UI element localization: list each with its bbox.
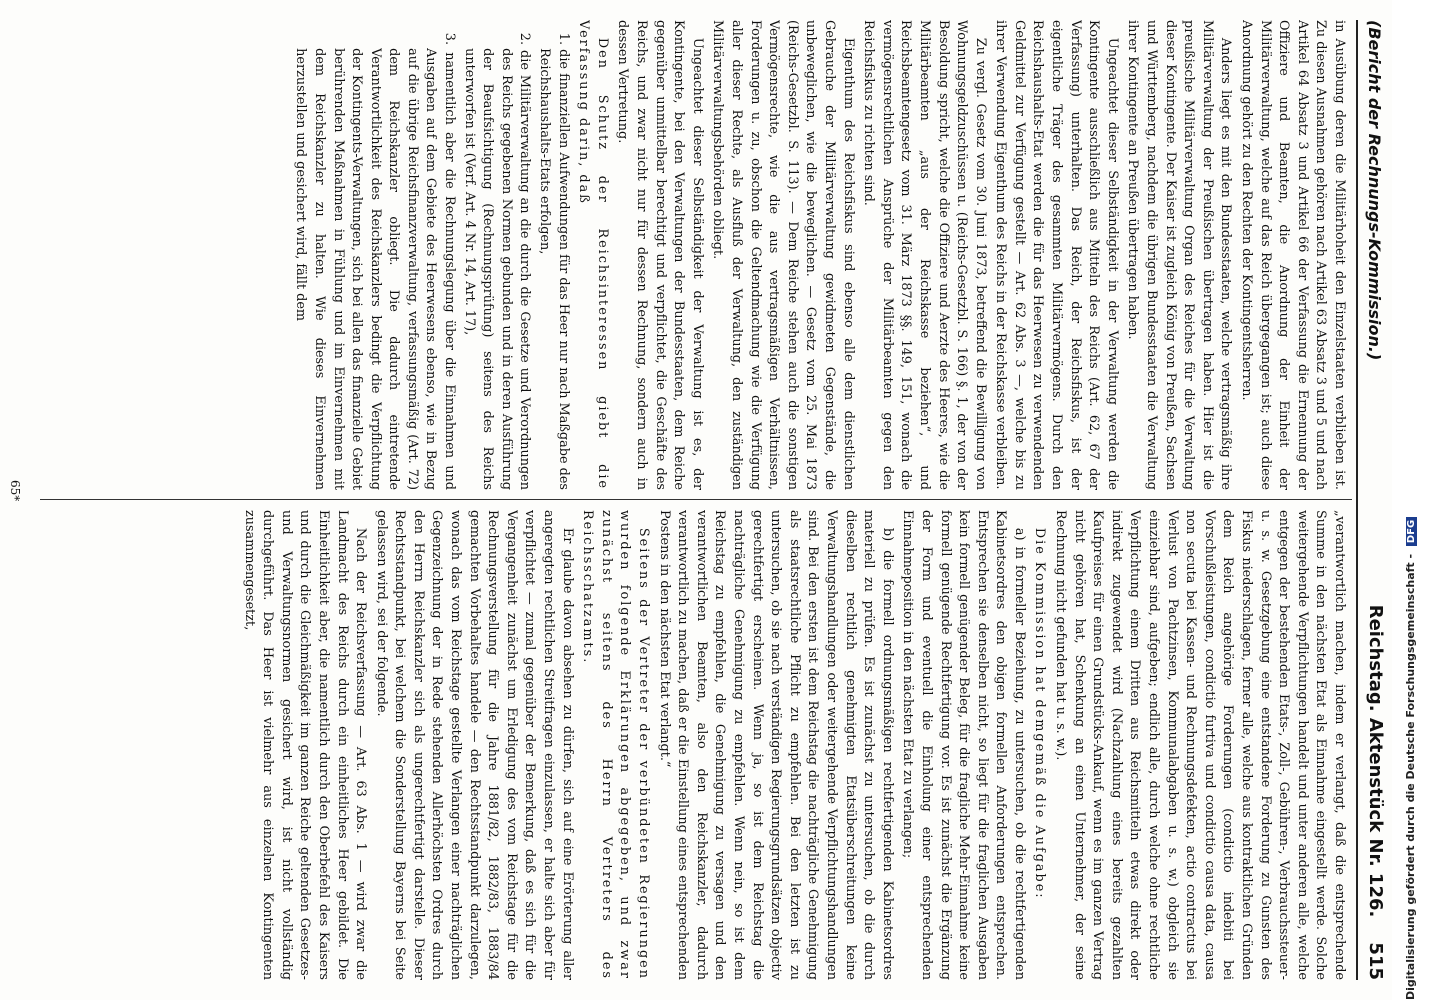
list-item: 3. namentlich aber die Rechnungslegung über die Einnahmen und Ausgaben auf dem Gebiete des Heerwesens ebenso, wie in Bezug auf die übrige Reichsfinanzverwaltung, verfassungsmäßig (Art. 72) dem Reichskanzler obliegt. Die dadurch eintretende Verantwortlichkeit des Reichskanzlers bedingt die Verpflichtung der Kontingents-Verwaltungen, sich bei allen das finanzielle Gebiet berührenden Maßnahmen in Fühlung und im Einvernehmen mit dem Reichskanzler zu halten. Wie dieses Einvernehmen herzustellen und gesichert wird, fällt dem <box>293 32 458 490</box>
header-right <box>1365 605 1386 980</box>
paragraph: a) in formeller Beziehung, zu untersuchen, ob die rechtfertigenden Kabinetsordres den obigen formellen Anforderungen entsprechen. Entsprechen sie denselben nicht, so liegt für die fraglichen Ausgaben kein formell genügender Beleg, für die fragliche Mehr-Einnahme keine formell genügende Rechtfertigung vor. Es ist zunächst die Ergänzung der Form und eventuell die Einholung einer entsprechenden Einnahmeposition in den nächsten Etat zu verlangen; <box>900 510 1027 980</box>
digitization-credit <box>1404 0 1424 1000</box>
list-item: 1. die finanziellen Aufwendungen für das Heer nur nach Maßgabe des Reichshaushalts-Etats erfolgen, <box>537 32 571 490</box>
paragraph: Zu vergl. Gesetz vom 30. Juni 1873, betreffend die Bewilligung von Wohnungsgeldzuschüssen u. (Reichs-Gesetzbl. S. 166) §. 1, der von der Besoldung spricht, welche die Offiziere und Aerzte des Heeres, wie die Militärbeamten „aus der Reichskasse beziehen“, und Reichsbeamtengesetz vom 31. März 1873 §§. 149, 151, wonach die vermögensrechtlichen Ansprüche der Militärbeamten gegen den Reichsfiskus zu richten sind. <box>861 20 988 490</box>
paragraph: Die Kommission hat demgemäß die Aufgabe: <box>1032 527 1048 900</box>
text-column-right <box>30 510 1348 980</box>
paragraph: Nach der Reichsverfassung — Art. 63 Abs. 1 — wird zwar die Landmacht des Reichs durch ein einheitliches Heer gebildet. Die Einheitlichkeit aber, die namentlich durch den Oberbefehl des Kaisers und durch die Gleichmäßigkeit im ganzen Reiche geltenden Gesetzes- und Verwaltungsnormen gesichert wird, ist nicht vollständig durchgeführt. Das Heer ist vielmehr aus einzelnen Kontingenten zusammengesetzt, <box>241 510 369 980</box>
header-rule <box>1356 20 1358 980</box>
paragraph: Anders liegt es mit den Bundesstaaten, welche vertragsmäßig ihre Militärverwaltung der Preußischen übertragen haben. Hier ist die preußische Militärverwaltung Organ des Reiches für die Verwaltung dieser Kontingente. Der Kaiser ist zugleich König von Preußen, Sachsen und Württemberg, nachdem die übrigen Bundesstaaten die Verwaltung ihrer Kontingente an Preußen übertragen haben. <box>1125 20 1234 490</box>
paragraph: Ungeachtet dieser Selbständigkeit der Verwaltung ist es, der Kontingente, bei den Verwaltungen der Bundesstaaten, dem Reiche gegenüber unmittelbar berechtigt und verpflichtet, die Geschäfte des Reichs, und zwar nicht nur für dessen Rechnung, sondern auch in dessen Vertretung. <box>615 20 705 490</box>
column-divider <box>40 499 1352 500</box>
paragraph: b) die formell ordnungsmäßigen rechtfertigenden Kabinetsordres materiell zu prüfen. Es ist zunächst zu untersuchen, ob die durch dieselben rechtlich genehmigten Etatsüberschreitungen keine Verwaltungshandlungen oder weitergehende Verpflichtungshandlungen sind. Bei den ersten ist dem Reichstag die nachträgliche Genehmigung als staatsrechtliche Pflicht zu empfehlen. Bei den letzten ist zu untersuchen, ob sie nach verständigen Regierungsgrundsätzen objectiv gerechtfertigt erscheinen. Wenn ja, so ist dem Reichstag die nachträgliche Genehmigung zu empfehlen. Wenn nein, so ist dem Reichstag zu empfehlen, die Genehmigung zu versagen und den verantwortlichen Beamten, also den Reichskanzler, dadurch verantwortlich zu machen, daß er die Einstellung eines entsprechenden Postens in den nächsten Etat verlangt.“ <box>656 510 895 980</box>
paragraph: Ungeachtet dieser Selbständigkeit in der Verwaltung werden die Kontingente ausschließlich aus Mitteln des Reichs (Art. 62, 67 der Verfassung) unterhalten. Das Reich, der Reichsfiskus, ist der eigentliche Träger des gesammten Militärvermögens. Durch den Reichshaushalts-Etat werden die für das Heerwesen zu verwendenden Geldmittel zur Verfügung gestellt — Art. 62 Abs. 3 —, welche bis zu ihrer Verwendung Eigenthum des Reichs in der Reichskasse verbleiben. <box>993 20 1120 490</box>
paragraph: Den Schutz der Reichsinteressen giebt die Verfassung darin, daß <box>576 20 610 490</box>
paragraph: Seitens der Vertreter der verbündeten Regierungen wurden folgende Erklärungen abgegeben, und zwar zunächst seitens des Herrn Vertreters des Reichsschatzamts. <box>580 510 652 980</box>
dfg-logo: DFG <box>1406 517 1417 546</box>
paragraph: Eigenthum des Reichsfiskus sind ebenso alle dem dienstlichen Gebrauche der Militärverwaltung gewidmeten Gegenstände, die unbeweglichen, wie die beweglichen. — Gesetz vom 25. Mai 1873 (Reichs-Gesetzbl. S. 113). — Dem Reiche stehen auch die sonstigen Vermögensrechte, wie die aus vertragsmäßigen Verhältnissen, Forderungen u. zu, obschon die Geltendmachung wie die Verfügung aller dieser Rechte, als Ausfluß der Verwaltung, den zuständigen Militärverwaltungsbehörden obliegt. <box>710 20 856 490</box>
paragraph: Er glaube davon absehen zu dürfen, sich auf eine Erörterung aller angeregten rechtlichen Streitfragen einzulassen, er halte sich aber für verpflichtet — zumal gegenüber der Bemerkung, daß es sich für die Vergangenheit zunächst um Erledigung des vom Reichstage für die Rechnungsverstellung für die Jahre 1881/82, 1882/83, 1883/84 gemachten Vorbehaltes handele — den Rechtsstandpunkt darzulegen, wonach das vom Reichstage gestellte Verlangen einer nachträglichen Gegenzeichnung der in Rede stehenden Allerhöchsten Ordres durch den Herrn Reichskanzler sich als ungerechtfertigt darstelle. Dieser Rechtsstandpunkt, bei welchem die Sonderstellung Bayerns bei Seite gelassen wird, sei der folgende. <box>373 510 575 980</box>
paragraph: „verantwortlich machen, indem er verlangt, daß die entsprechende Summe in den nächsten Etat als Einnahme eingestellt werde. Solche weitergehende Verpflichtungen handelt und unter anderen alle, welche entgegen der bestehenden Etats-, Zoll-, Gebühren-, Verbrauchssteuer- u. s. w. Gesetzgebung eine entstandene Forderung zu Gunsten des Fiskus niederschlagen, ferner alle, welche aus kontraktlichen Gründen dem Reich angehörige Forderungen (condictio indebiti bei Vorschußleistungen, condictio furtiva und condictio causa data, causa non secuta bei Kassen- und Rechnungsdefekten, actio contractus bei Verlust von Pachtzinsen, Kommunalabgaben u. s. w.) obgleich sie einziehbar sind, aufgeben; endlich alle, durch welche ohne rechtliche Verpflichtung einem Dritten aus Reichsmitteln etwas direkt oder indirekt zugewendet wird (Nachzahlung eines bereits gezahlten Kaufpreises für einen Grundstücks-Ankauf, wenn es im ganzen Vertrag nicht gehören hat, Schenkung an einen Unternehmer, der seine Rechnung nicht gefunden hat u. s. w.). <box>1053 510 1347 980</box>
header-journal-title: Reichstag. Aktenstück Nr. 126. <box>1365 604 1386 918</box>
credit-text: Digitalisierung gefördert durch die Deutsche Forschungsgemeinschaft - <box>1404 553 1417 1000</box>
text-column-left <box>30 20 1348 490</box>
folio-mark: 65* <box>8 480 22 502</box>
running-header <box>1358 20 1388 980</box>
list-item: 2. die Militärverwaltung an die durch die Gesetze und Verordnungen des Reichs gegebenen Normen gebunden und in deren Ausführung der Beaufsichtigung (Rechnungsprüfung) seitens des Reichs unterworfen ist (Verf. Art. 4 Nr. 14, Art. 17), <box>461 32 533 490</box>
page-number: 515 <box>1365 942 1386 980</box>
header-section-title: (Bericht der Rechnungs-Kommission.) <box>1365 20 1384 361</box>
paragraph: in Ausübung deren die Militärhoheit den Einzelstaaten verblieben ist. Zu diesen Ausnahmen gehören nach Artikel 63 Absatz 3 und 5 und nach Artikel 64 Absatz 3 und Artikel 66 der Verfassung die Ernennung der Offiziere und Beamten, die Anordnung der Einheit der Militärverwaltung, welche auf das Reich übergegangen ist; auch diese Anordnung gehört zu den Rechten der Kontingentsherren. <box>1239 20 1347 490</box>
